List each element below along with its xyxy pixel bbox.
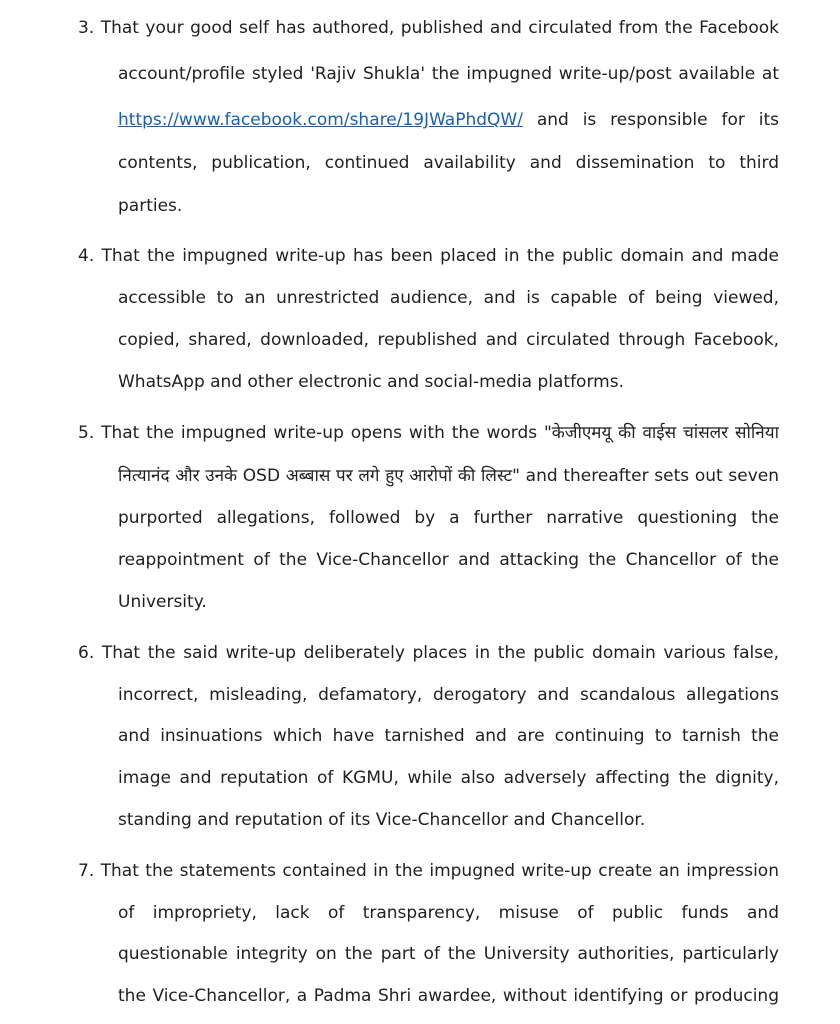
paragraph-line — [118, 108, 779, 132]
paragraph-line: parties. — [118, 196, 183, 216]
paragraph-number: 3. — [78, 18, 95, 38]
paragraph-line: questionable integrity on the part of the University authorities, particularly — [118, 944, 779, 964]
paragraph-text: That the statements contained in the impugned write-up create an impression — [100, 861, 779, 881]
paragraph-line: purported allegations, followed by a further narrative questioning the — [118, 508, 779, 528]
paragraph-number: 5. — [78, 423, 95, 443]
paragraph-line: reappointment of the Vice-Chancellor and attacking the Chancellor of the — [118, 550, 779, 570]
paragraph-number: 7. — [78, 861, 95, 881]
paragraph-line: incorrect, misleading, defamatory, derogatory and scandalous allegations — [118, 685, 779, 705]
paragraph-number: 4. — [78, 246, 95, 266]
paragraph-line: standing and reputation of its Vice-Chancellor and Chancellor. — [118, 810, 646, 830]
paragraph-line: contents, publication, continued availability and dissemination to third — [118, 153, 779, 173]
paragraph-number: 6. — [78, 643, 95, 663]
paragraph-line: image and reputation of KGMU, while also adversely affecting the dignity, — [118, 768, 779, 788]
paragraph-line — [78, 244, 779, 268]
paragraph-text: That your good self has authored, published and circulated from the Facebook — [100, 18, 779, 38]
paragraph-text: That the said write-up deliberately places in the public domain various false, — [101, 643, 779, 663]
paragraph-line: account/profile styled 'Rajiv Shukla' the impugned write-up/post available at — [118, 64, 779, 84]
paragraph-line: नित्यानंद और उनके OSD अब्बास पर लगे हुए आरोपों की लिस्ट" and thereafter sets out seven — [118, 466, 779, 486]
facebook-post-link[interactable]: https://www.facebook.com/share/19JWaPhdQW/ — [118, 110, 523, 130]
paragraph-text: That the impugned write-up has been placed in the public domain and made — [101, 246, 779, 266]
paragraph-line: of impropriety, lack of transparency, misuse of public funds and — [118, 903, 779, 923]
paragraph-text: and is responsible for its — [522, 110, 779, 130]
paragraph-line: the Vice-Chancellor, a Padma Shri awardee, without identifying or producing — [118, 986, 779, 1006]
paragraph-line: accessible to an unrestricted audience, and is capable of being viewed, — [118, 288, 779, 308]
paragraph-line — [78, 421, 779, 445]
paragraph-line: University. — [118, 592, 207, 612]
paragraph-line: copied, shared, downloaded, republished and circulated through Facebook, — [118, 330, 779, 350]
paragraph-line — [78, 16, 779, 40]
paragraph-line: WhatsApp and other electronic and social-media platforms. — [118, 372, 624, 392]
paragraph-text: That the impugned write-up opens with the words "केजीएमयू की वाईस चांसलर सोनिया — [101, 423, 779, 443]
paragraph-line: and insinuations which have tarnished and are continuing to tarnish the — [118, 726, 779, 746]
paragraph-line — [78, 641, 779, 665]
paragraph-line — [78, 859, 779, 883]
